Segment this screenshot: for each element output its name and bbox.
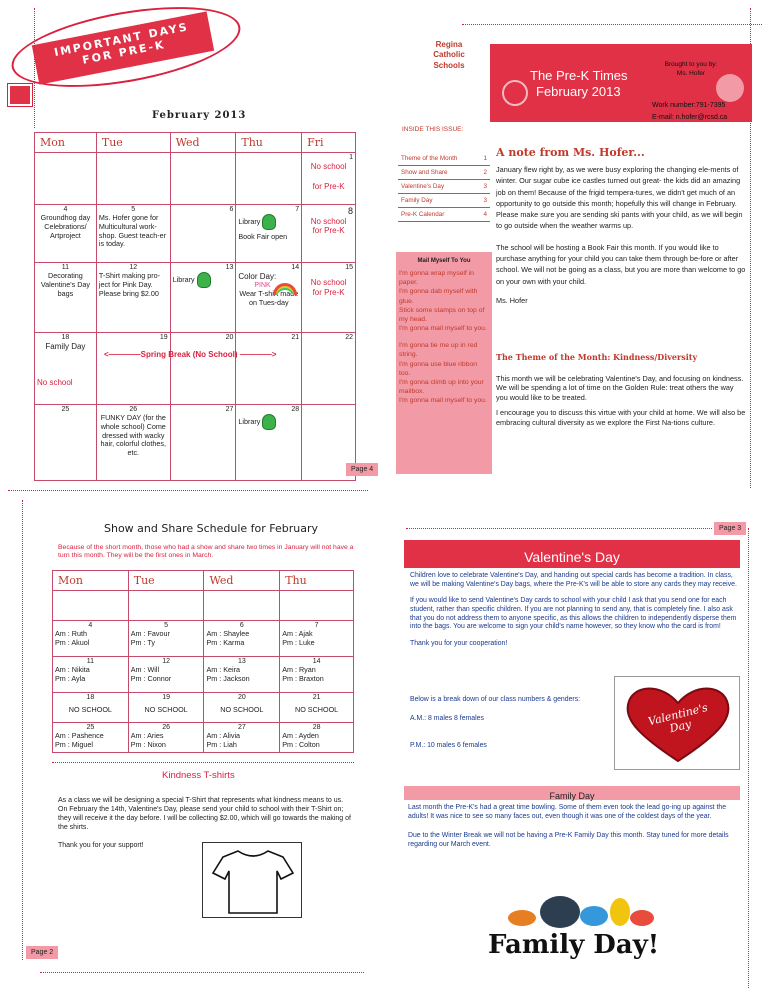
cal-cell: 25 bbox=[35, 405, 97, 481]
page2-title: Show and Share Schedule for February bbox=[104, 522, 319, 535]
toc-row[interactable]: Show and Share 2 bbox=[398, 166, 490, 180]
cal-head-fri: Fri bbox=[302, 133, 356, 153]
cal-head-thu: Thu bbox=[236, 133, 302, 153]
cal-cell: 28 Library bbox=[236, 405, 302, 481]
school-logo bbox=[406, 40, 492, 112]
cal-head-wed: Wed bbox=[170, 133, 236, 153]
ss-cell: 21 NO SCHOOL bbox=[280, 693, 354, 723]
target-icon bbox=[8, 84, 32, 106]
valentines-banner bbox=[404, 540, 740, 568]
class-numbers: Below is a break down of our class numbers & genders: A.M.: 8 males 8 females P.M.: 10 males 6 females bbox=[410, 696, 581, 749]
valentines-title: Valentine's Day bbox=[524, 549, 620, 565]
ss-cell: 6 Am : Shaylee Pm : Karma bbox=[204, 621, 280, 657]
page4-calendar bbox=[34, 132, 356, 481]
ss-cell: 7 Am : Ajak Pm : Luke bbox=[280, 621, 354, 657]
cal-cell: 4 Groundhog day Celebrations/ Artproject bbox=[35, 205, 97, 263]
kindness-thanks: Thank you for your support! bbox=[58, 842, 144, 849]
tshirt-drawing bbox=[203, 843, 303, 919]
cal-cell: 8 No school for Pre-K bbox=[302, 205, 356, 263]
cal-head-mon: Mon bbox=[35, 133, 97, 153]
ss-head-thu: Thu bbox=[280, 571, 354, 591]
toc bbox=[398, 152, 490, 222]
frog-icon bbox=[197, 272, 211, 288]
page2-note: Because of the short month, those who had a show and share two times in January will not have a turn this month. They will be the first ones in March. bbox=[58, 544, 354, 560]
ss-cell: 11 Am : Nikita Pm : Ayla bbox=[53, 657, 129, 693]
page3-tag: Page 3 bbox=[714, 522, 746, 535]
cal-cell: 26 FUNKY DAY (for the whole school) Come dressed with wacky hair, colorful clothes, etc. bbox=[96, 405, 170, 481]
show-share-calendar bbox=[52, 570, 354, 753]
toc-row[interactable]: Pre-K Calendar 4 bbox=[398, 208, 490, 222]
valentines-heart-image bbox=[614, 676, 740, 770]
note-title: A note from Ms. Hofer... bbox=[496, 146, 645, 159]
mailbox-icon bbox=[502, 80, 528, 106]
ss-cell: 14 Am : Ryan Pm : Braxton bbox=[280, 657, 354, 693]
family-day-title: Family Day bbox=[549, 791, 595, 801]
ss-cell: 27 Am : Alivia Pm : Liah bbox=[204, 723, 280, 753]
ss-cell: 25 Am : Pashence Pm : Miguel bbox=[53, 723, 129, 753]
heart-text: Valentine's Day bbox=[646, 700, 710, 735]
cal-cell: 13 Library bbox=[170, 263, 236, 333]
family-day-logo: Family Day! bbox=[488, 930, 660, 960]
family-day-banner bbox=[404, 786, 740, 800]
poem-box: Mail Myself To You I'm gonna wrap myself in paper. I'm gonna dab myself with glue. Stick some stamps on top of my head. I'm gonna mail myself to you. I'm gonna tie me up in red string. I'm gonna use blue ribbon too. I'm gonna climb up into your mailbox. I'm gonna mail myself to you. bbox=[396, 252, 492, 474]
ss-cell: 5 Am : Favour Pm : Ty bbox=[128, 621, 204, 657]
cal-head-tue: Tue bbox=[96, 133, 170, 153]
cal-cell: 22 bbox=[302, 333, 356, 405]
ss-cell: 4 Am : Ruth Pm : Akuol bbox=[53, 621, 129, 657]
ss-head-tue: Tue bbox=[128, 571, 204, 591]
ss-cell: 12 Am : Will Pm : Connor bbox=[128, 657, 204, 693]
theme-title: The Theme of the Month: Kindness/Diversity bbox=[496, 352, 698, 362]
cal-cell: 1 No school for Pre-K bbox=[302, 153, 356, 205]
cal-cell: 6 bbox=[170, 205, 236, 263]
family-day-body: Last month the Pre-K's had a great time bowling. Some of them even took the lead go-ing up against the adults! It was nice to see so many faces out, even though it was one of the coldest days of the year. Due to the Winter Break we will not be having a Pre-K Family Day this month. Stay tuned for more details regarding our March event. bbox=[408, 804, 729, 848]
ss-cell: 13 Am : Keira Pm : Jackson bbox=[204, 657, 280, 693]
masthead bbox=[490, 44, 752, 122]
spring-break-label: <————Spring Break (No School) ————> bbox=[104, 350, 277, 359]
toc-row[interactable]: Valentine's Day 3 bbox=[398, 180, 490, 194]
ss-cell: 28 Am : Ayden Pm : Colton bbox=[280, 723, 354, 753]
kindness-title: Kindness T-shirts bbox=[162, 770, 235, 781]
page2-tag: Page 2 bbox=[26, 946, 58, 959]
ss-head-wed: Wed bbox=[204, 571, 280, 591]
theme-body: This month we will be celebrating Valentine's Day, and focusing on kindness. We will be spending a lot of time on the Golden Rule: treat others the way you would like to be treated. I encourage you to discuss this virtue with your child at home. We will also be embracing cultural diversity as we explore the First Na-tions culture. bbox=[496, 374, 746, 427]
cal-cell: 5 Ms. Hofer gone for Multicultural work-shop. Guest teach-er is today. bbox=[96, 205, 170, 263]
page4-month: February 2013 bbox=[152, 110, 247, 121]
newsletter-title: The Pre-K Times bbox=[530, 68, 628, 83]
inside-issue-label: INSIDE THIS ISSUE: bbox=[402, 126, 464, 133]
valentines-body: Children love to celebrate Valentine's Day, and handing out special cards has become a tradition. In class, we will be making Valentine's Day bags, where the Pre-K's will be able to store any cards they may receive. If you would like to send Valentine's Day cards to school with your child I ask that you send one for each student, rather than specific children. If you are not planning to send any, that is completely fine. I also ask that you do not address them to anyone specific, as this allows the children to independently disperse them into the bags. You are welcome to sign your child's name however, so they know who the card is from! Thank you for your cooperation! bbox=[410, 572, 737, 647]
poem-title: Mail Myself To You bbox=[417, 258, 471, 264]
ss-cell: 20 NO SCHOOL bbox=[204, 693, 280, 723]
brought-by: Brought to you by: bbox=[664, 61, 718, 68]
frog-icon bbox=[262, 214, 276, 230]
page4-tag: Page 4 bbox=[346, 463, 378, 476]
cal-cell: 12 T-Shirt making pro-ject for Pink Day. Please bring $2.00 bbox=[96, 263, 170, 333]
newsletter-date: February 2013 bbox=[536, 84, 621, 99]
ss-cell: 18 NO SCHOOL bbox=[53, 693, 129, 723]
cal-cell: 20 bbox=[170, 333, 236, 405]
ss-cell: 26 Am : Aries Pm : Nixon bbox=[128, 723, 204, 753]
ss-cell: 19 NO SCHOOL bbox=[128, 693, 204, 723]
note-body: January flew right by, as we were busy exploring the changing ele-ments of winter. Our sugar cube ice castles turned out great- the kids did an amazing job on them! Because of the frigid tempera-tures, we didn't get much of an opportunity to go outside this month; hopefully this will change in February. Please make sure you are sending ski pants with your child, as we will begin to go outside when the weather warms up. The school will be hosting a Book Fair this month. If you would like to purchase anything for your child you can take them through be-fore or after school. We will not be going as a class, but you are more than welcome to go on your own with your child. Ms. Hofer bbox=[496, 165, 746, 305]
frog-icon bbox=[262, 414, 276, 430]
toc-row[interactable]: Theme of the Month 1 bbox=[398, 152, 490, 166]
cal-cell: 11 Decorating Valentine's Day bags bbox=[35, 263, 97, 333]
teacher-name: Ms. Hofer bbox=[676, 70, 706, 78]
cal-cell: 7 Library Book Fair open bbox=[236, 205, 302, 263]
kindness-body: As a class we will be designing a special T-Shirt that represents what kindness means to us. On February the 14th, Valentine's Day, please send your child to school with their T-Shirt on; they will receive it the day before. I will be collecting $2.00, which will go towards the making of the shirts. bbox=[58, 797, 351, 832]
work-number: Work number:791-7395 bbox=[652, 102, 726, 109]
animals-icon bbox=[492, 882, 662, 934]
school-name: Regina Catholic Schools bbox=[433, 40, 465, 70]
cal-cell: 19 bbox=[96, 333, 170, 405]
tshirt-icon bbox=[202, 842, 302, 918]
cal-cell: 18 Family Day No school bbox=[35, 333, 97, 405]
cal-cell: 15 No school for Pre-K bbox=[302, 263, 356, 333]
toc-row[interactable]: Family Day 3 bbox=[398, 194, 490, 208]
cal-cell: 27 bbox=[170, 405, 236, 481]
family-day-animals bbox=[492, 882, 662, 934]
cal-cell: 21 bbox=[236, 333, 302, 405]
page4-banner-text: IMPORTANT DAYS FOR PRE-K bbox=[53, 20, 190, 67]
ss-head-mon: Mon bbox=[53, 571, 129, 591]
cal-cell: 14 Color Day: PINK Wear T-shirt made on Tues-day bbox=[236, 263, 302, 333]
email: E-mail: n.hofer@rcsd.ca bbox=[652, 114, 728, 121]
